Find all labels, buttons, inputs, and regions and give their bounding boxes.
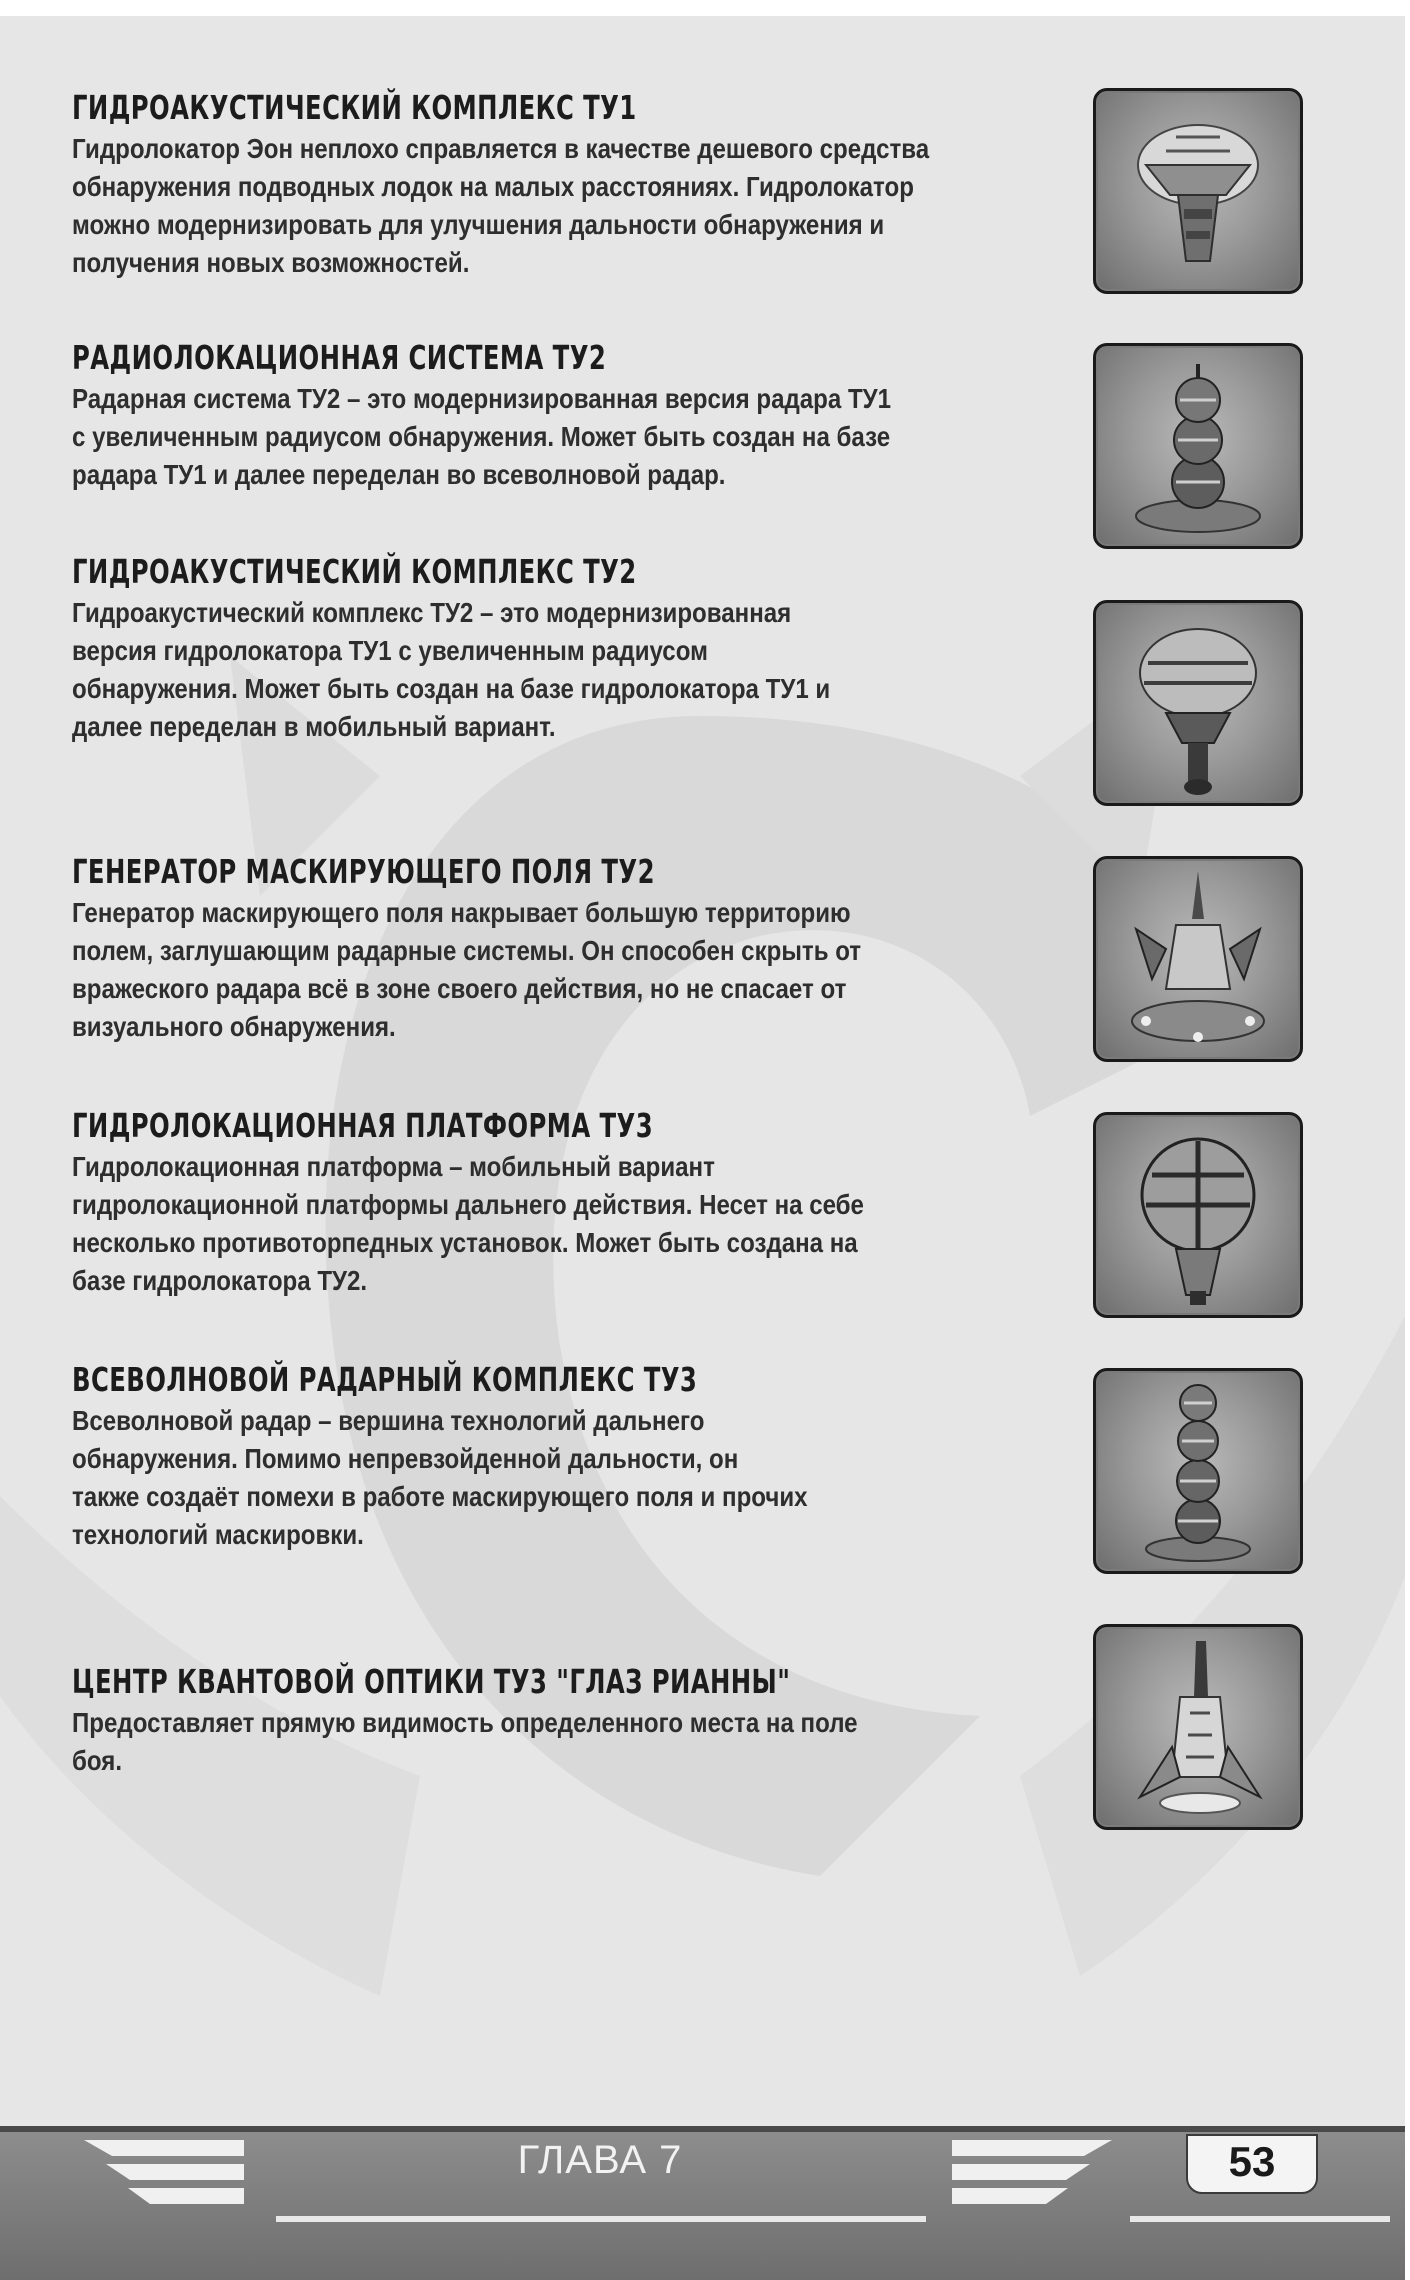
description-line: получения новых возможностей. <box>72 247 470 278</box>
description-line: Гидроакустический комплекс ТУ2 – это модернизированная <box>72 597 792 628</box>
entry-description <box>72 1402 1087 1554</box>
entry-title: ВСЕВОЛНОВОЙ РАДАРНЫЙ КОМПЛЕКС ТУ3 <box>72 1360 698 1399</box>
entry-radar-tech2 <box>72 338 1062 494</box>
description-line: визуального обнаружения. <box>72 1011 396 1042</box>
description-line: Предоставляет прямую видимость определенного места на поле <box>72 1707 858 1738</box>
entry-title: ЦЕНТР КВАНТОВОЙ ОПТИКИ ТУ3 "ГЛАЗ РИАННЫ" <box>72 1662 791 1701</box>
entry-description <box>72 1148 1087 1300</box>
description-line: технологий маскировки. <box>72 1519 364 1550</box>
description-line: вражеского радара всё в зоне своего действия, но не спасает от <box>72 973 847 1004</box>
description-line: боя. <box>72 1745 123 1776</box>
sonar-tech1-icon <box>1093 88 1303 294</box>
description-line: полем, заглушающим радарные системы. Он способен скрыть от <box>72 935 862 966</box>
entry-title: РАДИОЛОКАЦИОННАЯ СИСТЕМА ТУ2 <box>72 338 607 377</box>
page <box>0 16 1405 2280</box>
description-line: обнаружения подводных лодок на малых расстояниях. Гидролокатор <box>72 171 914 202</box>
page-number: 53 <box>1228 2138 1276 2185</box>
description-line: также создаёт помехи в работе маскирующего поля и прочих <box>72 1481 808 1512</box>
omni-radar-tech3-icon <box>1093 1368 1303 1574</box>
description-line: обнаружения. Может быть создан на базе гидролокатора ТУ1 и <box>72 673 831 704</box>
entry-description <box>72 130 1087 282</box>
entry-title: ГИДРОАКУСТИЧЕСКИЙ КОМПЛЕКС ТУ2 <box>72 552 637 591</box>
radar-tech2-icon <box>1093 343 1303 549</box>
description-line: далее переделан в мобильный вариант. <box>72 711 556 742</box>
description-line: Генератор маскирующего поля накрывает большую территорию <box>72 897 851 928</box>
description-line: базе гидролокатора ТУ2. <box>72 1265 368 1296</box>
entry-omni-radar-tech3 <box>72 1360 1062 1554</box>
description-line: Гидролокационная платформа – мобильный вариант <box>72 1151 715 1182</box>
entry-sonar-tech2 <box>72 552 1062 746</box>
entry-description <box>72 1704 1087 1780</box>
description-line: Радарная система ТУ2 – это модернизированная версия радара ТУ1 <box>72 383 892 414</box>
description-line: Всеволновой радар – вершина технологий дальнего <box>72 1405 705 1436</box>
description-line: обнаружения. Помимо непревзойденной дальности, он <box>72 1443 739 1474</box>
entry-title: ГИДРОЛОКАЦИОННАЯ ПЛАТФОРМА ТУ3 <box>72 1106 654 1145</box>
chapter-label: ГЛАВА 7 <box>517 2138 683 2182</box>
stealth-field-generator-icon <box>1093 856 1303 1062</box>
entry-description <box>72 594 1087 746</box>
description-line: несколько противоторпедных установок. Может быть создана на <box>72 1227 858 1258</box>
description-line: версия гидролокатора ТУ1 с увеличенным радиусом <box>72 635 708 666</box>
entry-description <box>72 894 1087 1046</box>
entry-quantum-optics-facility <box>72 1662 1062 1780</box>
sonar-tech2-icon <box>1093 600 1303 806</box>
entry-description <box>72 380 1087 494</box>
description-line: радара ТУ1 и далее переделан во всеволновой радар. <box>72 459 726 490</box>
entry-stealth-field-generator <box>72 852 1062 1046</box>
description-line: с увеличенным радиусом обнаружения. Может быть создан на базе <box>72 421 891 452</box>
entry-title: ГИДРОАКУСТИЧЕСКИЙ КОМПЛЕКС ТУ1 <box>72 88 637 127</box>
description-line: гидролокационной платформы дальнего действия. Несет на себе <box>72 1189 864 1220</box>
entry-title: ГЕНЕРАТОР МАСКИРУЮЩЕГО ПОЛЯ ТУ2 <box>72 852 655 891</box>
sonar-platform-tech3-icon <box>1093 1112 1303 1318</box>
entry-sonar-platform-tech3 <box>72 1106 1062 1300</box>
description-line: можно модернизировать для улучшения дальности обнаружения и <box>72 209 885 240</box>
quantum-optics-facility-icon <box>1093 1624 1303 1830</box>
description-line: Гидролокатор Эон неплохо справляется в качестве дешевого средства <box>72 133 930 164</box>
entry-sonar-tech1 <box>72 88 1062 282</box>
